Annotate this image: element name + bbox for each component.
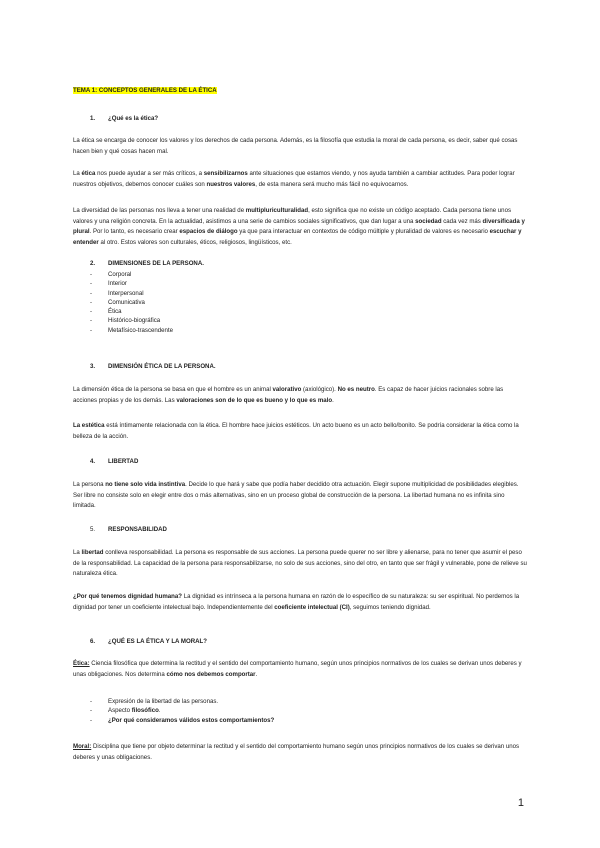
section-title: ¿QUÉ ES LA ÉTICA Y LA MORAL?: [108, 638, 207, 645]
text: al otro. Estos valores son culturales, éticos, religiosos, lingüísticos, etc.: [98, 238, 292, 246]
ethics-list: [90, 697, 274, 725]
bold-text: ética: [81, 170, 96, 177]
bold-text: multipluriculturalidad: [245, 207, 309, 214]
list-item: - Interior: [90, 279, 173, 288]
bold-text: sensibilizarnos: [203, 170, 248, 177]
section-1-heading: [90, 115, 158, 122]
text: . Es capaz de hacer juicios racionales sobre las acciones propias y de los demás. Las: [73, 386, 504, 404]
list-item: - Histórico-biográfica: [90, 316, 173, 325]
text: . Por lo tanto, es necesario crear: [89, 228, 180, 235]
page-number: 1: [517, 797, 524, 809]
paragraph-s5-p2: [73, 592, 528, 613]
paragraph-s6-p2: [73, 742, 528, 763]
paragraph-s5-p1: [73, 548, 528, 580]
bold-text: filosófico: [131, 707, 159, 715]
section-number: 4.: [90, 458, 96, 465]
list-item: [90, 716, 274, 725]
section-title: LIBERTAD: [108, 458, 139, 465]
section-number: 5.: [90, 526, 96, 533]
text: , de esta manera será mucho más fácil no equivocarnos.: [255, 180, 409, 188]
paragraph-s1-p1: [73, 136, 528, 157]
bold-text: coeficiente intelectual (CI): [274, 603, 350, 611]
term-label: Moral:: [73, 743, 92, 750]
text: (axiológico).: [301, 386, 338, 393]
section-4-heading: [90, 458, 138, 465]
text: La diversidad de las personas nos lleva a tener una realidad de: [73, 207, 246, 214]
list-item: - Metafísico-trascendente: [90, 326, 173, 335]
section-title: DIMENSIONES DE LA PERSONA.: [108, 260, 204, 267]
text: .: [158, 707, 161, 715]
bold-text: libertad: [81, 549, 104, 556]
text: nos puede ayudar a ser más críticos, a: [95, 170, 204, 177]
title-highlight: TEMA 1: CONCEPTOS GENERALES DE LA ÉTICA: [73, 87, 217, 94]
paragraph-s3-p1: [73, 385, 528, 406]
document-title: [73, 86, 528, 97]
paragraph-s4-p1: [73, 480, 528, 512]
section-5-heading: [90, 526, 167, 533]
paragraph-text: La ética se encarga de conocer los valores y los derechos de cada persona. Además, es la filosofía que estudia la moral de cada persona, es decir, saber qué cosas hacen bien y qué cosas hacen mal.: [73, 137, 518, 155]
text: está íntimamente relacionada con la ética. El hombre hace juicios estéticos. Un acto bueno es un acto bello/bonito. Se podría considerar la ética como la belleza de la acción.: [73, 422, 519, 440]
text: . Decide lo que hará y sabe que podía haber decidido otra actuación. Elegir supone multiplicidad de posibilidades elegibles. Ser libre no consiste solo en elegir entre dos o más alternativas, sino en un proceso global de construcción de la persona. La libertad humana no es infinita sino limitada.: [73, 481, 519, 509]
text: cada vez más: [441, 217, 483, 225]
list-item: - Corporal: [90, 270, 173, 279]
bold-text: diversificada y plural: [73, 217, 525, 235]
bold-text: no tiene solo vida instintiva: [105, 481, 186, 488]
dimensions-list: [90, 270, 173, 335]
section-number: 6.: [90, 638, 96, 645]
bold-text: La estética: [73, 422, 105, 429]
section-6-heading: [90, 638, 207, 645]
section-2-heading: [90, 260, 204, 267]
section-3-heading: [90, 363, 216, 370]
text: La persona: [73, 481, 106, 488]
text: Disciplina que tiene por objeto determinar la rectitud y el sentido del comportamiento humano según unos principios normativos de los cuales se derivan unos deberes y unas obligaciones.: [73, 743, 520, 761]
term-label: Ética:: [73, 660, 90, 667]
text: Expresión de la libertad de las personas.: [108, 698, 219, 705]
list-item: - Ética: [90, 307, 173, 316]
bold-text: valorativo: [272, 386, 302, 393]
text: La: [73, 170, 82, 177]
bold-text: cómo nos debemos comportar: [166, 670, 256, 678]
text: .: [332, 396, 334, 404]
section-title: ¿Qué es la ética?: [108, 115, 159, 122]
text: La dignidad es intrínseca a la persona humana en razón de lo específico de su naturaleza: su ser espiritual. No perdemos la dignidad por tener un coeficiente intelectual bajo. Independientemente del: [73, 593, 520, 611]
paragraph-s6-p1: [73, 659, 528, 680]
section-title: RESPONSABILIDAD: [108, 526, 167, 533]
text: Aspecto: [108, 707, 132, 715]
section-number: 1.: [90, 115, 96, 122]
section-number: 3.: [90, 363, 96, 370]
section-number: 2.: [90, 260, 96, 267]
list-item: [90, 697, 274, 706]
paragraph-s1-p2: [73, 169, 528, 190]
bold-text: nuestros valores: [206, 180, 256, 188]
bold-text: sociedad: [415, 217, 442, 225]
bold-text: ¿Por qué consideramos válidos estos comportamientos?: [108, 716, 275, 724]
text: , esto significa que no existe un código aceptado. Cada persona tiene unos valores y una religión concreta. En la actualidad, asistimos a una serie de cambios sociales significativos, que dan lugar a una: [73, 207, 512, 225]
text: La: [73, 549, 82, 556]
text: La dimensión ética de la persona se basa en que el hombre es un animal: [73, 386, 273, 393]
bold-text: ¿Por qué tenemos dignidad humana?: [73, 593, 183, 600]
text: ante situaciones que estamos viendo, y nos ayuda también a cambiar actitudes. Para poder lograr nuestros objetivos, debemos conocer cuáles son: [73, 170, 515, 188]
text: conlleva responsabilidad. La persona es responsable de sus acciones. La persona puede querer no ser libre y alienarse, para no tener que asumir el peso de la responsabilidad. La capacidad de la persona para responsabilizarse, no solo de sus acciones, sino del otro, en tanto que ser frágil y vulnerable, pone de relieve su naturaleza ética.: [73, 549, 527, 577]
text: , seguimos teniendo dignidad.: [349, 603, 431, 611]
paragraph-s1-p3: [73, 206, 528, 248]
section-title: DIMENSIÓN ÉTICA DE LA PERSONA.: [108, 363, 216, 370]
list-item: - Comunicativa: [90, 298, 173, 307]
bold-text: espacios de diálogo: [179, 228, 238, 235]
bold-text: valoraciones son de lo que es bueno y lo que es malo: [176, 396, 333, 404]
text: ya que para interactuar en contextos de código múltiple y pluralidad de valores es necesario: [237, 228, 490, 235]
list-item: [90, 706, 274, 715]
text: .: [255, 670, 258, 678]
bold-text: escuchar y entender: [73, 228, 522, 246]
text: Ciencia filosófica que determina la rectitud y el sentido del comportamiento humano, según unos principios normativos de los cuales se derivan unos deberes y unas obligaciones. Nos determina: [73, 660, 522, 678]
paragraph-s3-p2: [73, 421, 528, 442]
bold-text: No es neutro: [337, 386, 375, 393]
list-item: - Interpersonal: [90, 289, 173, 298]
